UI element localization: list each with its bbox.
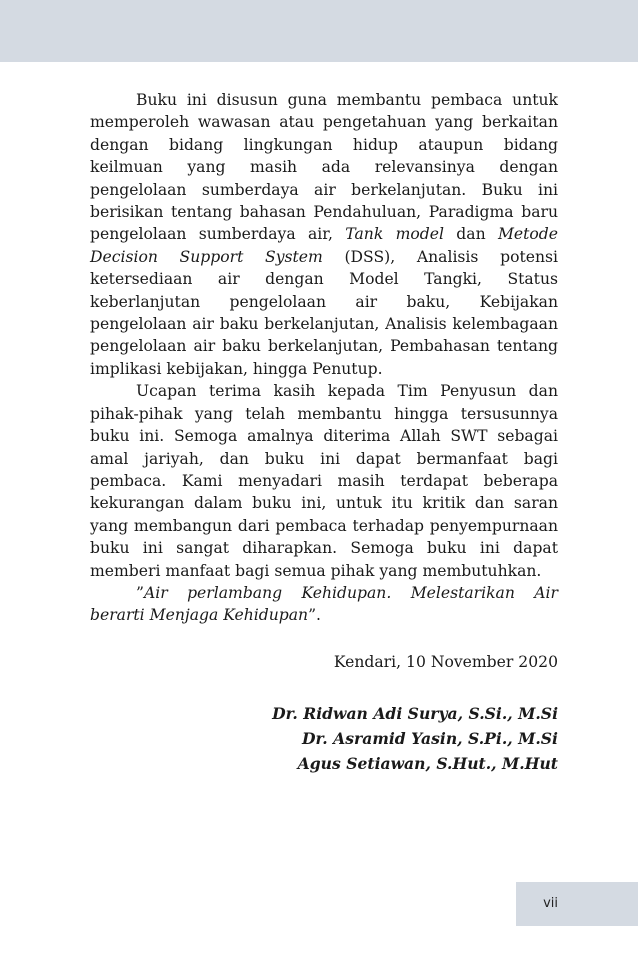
author-name: Dr. Asramid Yasin, S.Pi., M.Si [302, 729, 558, 748]
quote-text: Air perlambang Kehidupan. Melestarikan Air berarti Menjaga Kehidupan [90, 583, 558, 625]
term-dss: Metode Decision Support System [90, 225, 558, 266]
author-name: Dr. Ridwan Adi Surya, S.Si., M.Si [272, 704, 558, 723]
page-number-tab [516, 882, 638, 926]
author-name: Agus Setiawan, S.Hut., M.Hut [297, 754, 558, 773]
signature-block [200, 651, 558, 776]
paragraph-intro-text-b: dan [443, 225, 498, 244]
paragraph-intro [90, 89, 558, 380]
paragraph-quote [90, 582, 558, 627]
preface-body [90, 89, 558, 627]
quote-open-mark: ” [136, 583, 144, 602]
term-tank-model: Tank model [345, 225, 444, 244]
place-date: Kendari, 10 November 2020 [333, 653, 558, 671]
quote-close-mark: ”. [308, 606, 322, 625]
paragraph-thanks: Ucapan terima kasih kepada Tim Penyusun dan pihak-pihak yang telah membantu hingga tersusunnya buku ini. Semoga amalnya diterima Allah SWT sebagai amal jariyah, dan buku ini dapat bermanfaat bagi pembaca. Kami menyadari masih terdapat beberapa kekurangan dalam buku ini, untuk itu kritik dan saran yang membangun dari pembaca terhadap penyempurnaan buku ini sangat diharapkan. Semoga buku ini dapat memberi manfaat bagi semua pihak yang membutuhkan. [90, 382, 558, 580]
header-band [0, 0, 638, 62]
paragraph-intro-text-c: (DSS), Analisis potensi ketersediaan air dengan Model Tangki, Status keberlanjutan pengelolaan air baku, Kebijakan pengelolaan air baku berkelanjutan, Analisis kelembagaan pengelolaan air baku berkelanjutan, Pembahasan tentang implikasi kebijakan, hingga Penutup. [90, 247, 558, 378]
page-number: vii [543, 896, 558, 911]
paragraph-intro-text-a: Buku ini disusun guna membantu pembaca untuk memperoleh wawasan atau pengetahuan yang berkaitan dengan bidang lingkungan hidup ataupun bidang keilmuan yang masih ada relevansinya dengan pengelolaan sumberdaya air berkelanjutan. Buku ini berisikan tentang bahasan Pendahuluan, Paradigma baru pengelolaan sumberdaya air, [90, 91, 558, 244]
